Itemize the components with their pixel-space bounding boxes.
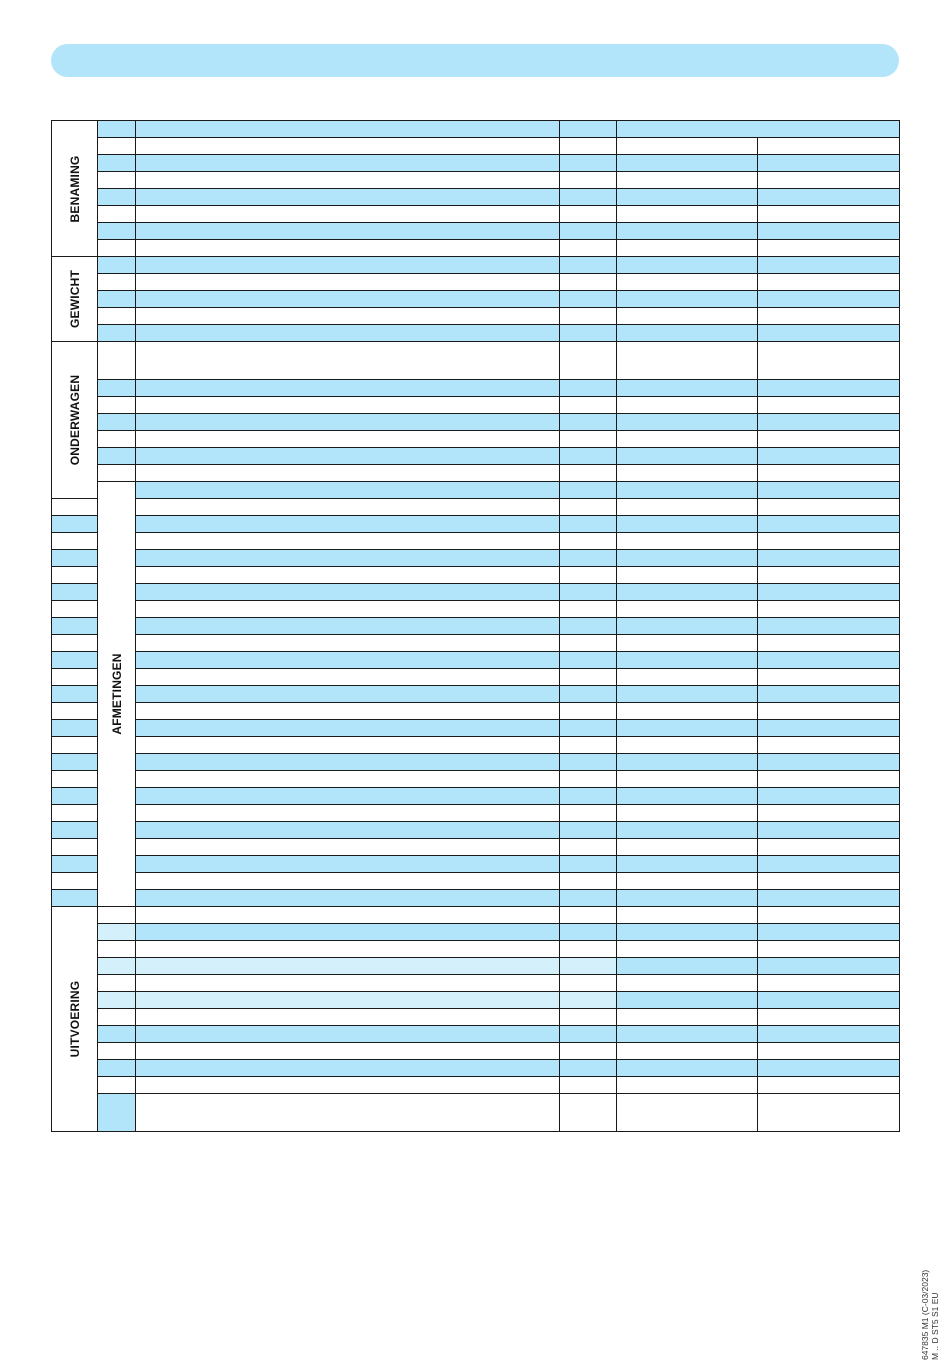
section-uitvoering: [52, 907, 98, 1132]
table-row: [52, 223, 900, 240]
table-row: [52, 567, 900, 584]
table-row: [52, 380, 900, 397]
table-row: [52, 138, 900, 155]
table-row: [52, 499, 900, 516]
spec-table: [51, 120, 900, 1132]
table-row: [52, 618, 900, 635]
document-code-line: 647835 M1 (C-03/2023): [920, 1269, 930, 1360]
table-row: [52, 839, 900, 856]
table-row: [52, 189, 900, 206]
table-row: [52, 873, 900, 890]
table-row: [52, 941, 900, 958]
table-row: [52, 397, 900, 414]
table-row: [52, 342, 900, 380]
table-row: [52, 856, 900, 873]
table-row: [52, 584, 900, 601]
table-row: [52, 431, 900, 448]
table-row: [52, 890, 900, 907]
table-row: [52, 1026, 900, 1043]
table-row: [52, 958, 900, 975]
table-row: [52, 805, 900, 822]
section-onderwagen: [52, 342, 98, 499]
table-row: [52, 703, 900, 720]
table-row: [52, 992, 900, 1009]
table-row: [52, 924, 900, 941]
table-row: [52, 822, 900, 839]
table-row: [52, 257, 900, 274]
document-code-line: M .. D ST5 S1 EU: [930, 1292, 940, 1360]
section-label: GEWICHT: [67, 269, 82, 329]
table-row: [52, 754, 900, 771]
table-row: [52, 975, 900, 992]
table-row: [52, 325, 900, 342]
header-bar: [51, 44, 899, 77]
table-row: [52, 240, 900, 257]
table-row: [52, 601, 900, 618]
table-row: [52, 1043, 900, 1060]
section-label: UITVOERING: [67, 980, 82, 1058]
table-row: [52, 274, 900, 291]
table-row: [52, 737, 900, 754]
section-label: ONDERWAGEN: [67, 374, 82, 466]
section-benaming: [52, 121, 98, 257]
table-row: [52, 720, 900, 737]
table-row: [52, 206, 900, 223]
table-row: [52, 414, 900, 431]
section-afmetingen: [98, 482, 136, 907]
table-row: [52, 448, 900, 465]
table-row: [52, 788, 900, 805]
table-row: [52, 155, 900, 172]
document-code: [920, 1250, 946, 1360]
table-row: [52, 635, 900, 652]
table-row: [52, 907, 900, 924]
table-row: [52, 465, 900, 482]
section-label: BENAMING: [67, 155, 82, 222]
table-row: [52, 482, 900, 499]
table-row: [52, 533, 900, 550]
table-row: [52, 1060, 900, 1077]
table-row: [52, 686, 900, 703]
table-row: [52, 550, 900, 567]
table-row: [52, 771, 900, 788]
table-row: [52, 121, 900, 138]
table-row: [52, 291, 900, 308]
table-row: [52, 1077, 900, 1094]
table-row: [52, 516, 900, 533]
section-label: AFMETINGEN: [109, 653, 124, 735]
table-row: [52, 1094, 900, 1132]
table-row: [52, 652, 900, 669]
table-row: [52, 172, 900, 189]
table-row: [52, 308, 900, 325]
table-row: [52, 1009, 900, 1026]
table-row: [52, 669, 900, 686]
section-gewicht: [52, 257, 98, 342]
